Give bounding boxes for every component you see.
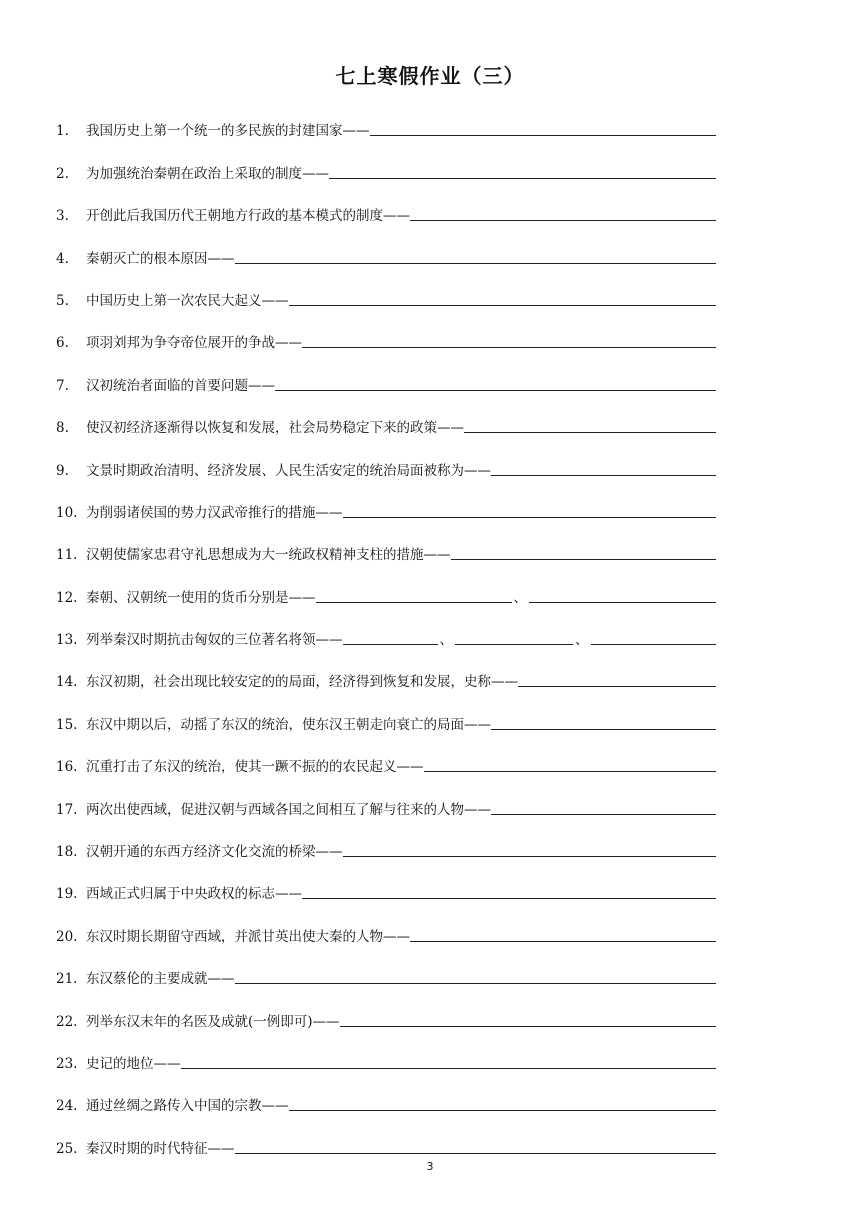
answer-blank-2[interactable]	[455, 644, 573, 645]
question-text: 通过丝绸之路传入中国的宗教——	[86, 1098, 289, 1115]
question-12	[56, 576, 716, 618]
question-text: 项羽刘邦为争夺帝位展开的争战——	[86, 335, 302, 352]
question-number: 13.	[56, 632, 78, 649]
question-8	[56, 407, 716, 449]
question-13	[56, 619, 716, 661]
question-text: 为削弱诸侯国的势力汉武帝推行的措施——	[86, 504, 343, 521]
question-15	[56, 703, 716, 745]
question-text: 东汉蔡伦的主要成就——	[86, 971, 235, 988]
question-9	[56, 449, 716, 491]
question-number: 17.	[56, 801, 78, 818]
answer-blank[interactable]	[302, 347, 716, 348]
question-16	[56, 746, 716, 788]
answer-separator: 、	[439, 632, 453, 649]
question-7	[56, 364, 716, 406]
question-number: 8.	[56, 420, 69, 437]
question-text: 文景时期政治清明、经济发展、人民生活安定的统治局面被称为——	[86, 462, 491, 479]
question-number: 20.	[56, 928, 78, 945]
question-text: 开创此后我国历代王朝地方行政的基本模式的制度——	[86, 208, 410, 225]
question-number: 25.	[56, 1140, 78, 1157]
question-number: 18.	[56, 844, 78, 861]
answer-blank-1[interactable]	[343, 644, 438, 645]
page-number: 3	[426, 1160, 434, 1173]
question-text: 史记的地位——	[86, 1055, 181, 1072]
question-text: 汉初统治者面临的首要问题——	[86, 377, 275, 394]
question-22	[56, 1000, 716, 1042]
question-18	[56, 831, 716, 873]
question-number: 12.	[56, 589, 78, 606]
answer-blank-2[interactable]	[529, 602, 716, 603]
question-number: 23.	[56, 1055, 78, 1072]
question-11	[56, 534, 716, 576]
question-17	[56, 788, 716, 830]
question-24	[56, 1085, 716, 1127]
question-text: 中国历史上第一次农民大起义——	[86, 292, 289, 309]
answer-blank[interactable]	[451, 559, 717, 560]
answer-blank[interactable]	[370, 135, 717, 136]
question-number: 15.	[56, 716, 78, 733]
answer-blank[interactable]	[410, 220, 716, 221]
question-6	[56, 322, 716, 364]
question-number: 22.	[56, 1013, 78, 1030]
question-text: 秦朝灭亡的根本原因——	[86, 250, 235, 267]
question-list	[56, 110, 716, 1170]
answer-blank[interactable]	[491, 475, 716, 476]
question-number: 21.	[56, 971, 78, 988]
question-3	[56, 195, 716, 237]
answer-separator: 、	[575, 632, 589, 649]
answer-blank[interactable]	[518, 686, 716, 687]
answer-blank[interactable]	[410, 941, 716, 942]
answer-blank[interactable]	[181, 1068, 717, 1069]
question-number: 24.	[56, 1098, 78, 1115]
question-number: 2.	[56, 165, 69, 182]
question-text: 秦汉时期的时代特征——	[86, 1140, 235, 1157]
answer-blank[interactable]	[343, 517, 717, 518]
question-number: 3.	[56, 208, 69, 225]
question-number: 9.	[56, 462, 69, 479]
question-number: 5.	[56, 292, 69, 309]
question-number: 19.	[56, 886, 78, 903]
question-20	[56, 915, 716, 957]
answer-blank[interactable]	[464, 432, 716, 433]
question-5	[56, 280, 716, 322]
answer-separator: 、	[513, 589, 527, 606]
question-text: 东汉中期以后，动摇了东汉的统治，使东汉王朝走向衰亡的局面——	[86, 716, 491, 733]
question-number: 6.	[56, 335, 69, 352]
question-number: 7.	[56, 377, 69, 394]
question-text: 东汉时期长期留守西域，并派甘英出使大秦的人物——	[86, 928, 410, 945]
question-text: 使汉初经济逐渐得以恢复和发展，社会局势稳定下来的政策——	[86, 420, 464, 437]
question-23	[56, 1043, 716, 1085]
answer-blank[interactable]	[343, 856, 717, 857]
question-4	[56, 237, 716, 279]
question-number: 10.	[56, 504, 78, 521]
answer-blank[interactable]	[491, 729, 716, 730]
question-number: 16.	[56, 759, 78, 776]
question-text: 西域正式归属于中央政权的标志——	[86, 886, 302, 903]
question-text: 我国历史上第一个统一的多民族的封建国家——	[86, 123, 370, 140]
question-number: 1.	[56, 123, 69, 140]
question-number: 4.	[56, 250, 69, 267]
question-2	[56, 152, 716, 194]
answer-blank[interactable]	[289, 1110, 717, 1111]
answer-blank[interactable]	[329, 178, 716, 179]
question-text: 列举秦汉时期抗击匈奴的三位著名将领——	[86, 632, 343, 649]
answer-blank[interactable]	[289, 305, 717, 306]
question-14	[56, 661, 716, 703]
question-number: 14.	[56, 674, 78, 691]
question-text: 秦朝、汉朝统一使用的货币分别是——	[86, 589, 316, 606]
question-1	[56, 110, 716, 152]
question-text: 沉重打击了东汉的统治，使其一蹶不振的的农民起义——	[86, 759, 424, 776]
answer-blank[interactable]	[302, 898, 716, 899]
page-title: 七上寒假作业（三）	[335, 64, 525, 88]
question-21	[56, 958, 716, 1000]
question-10	[56, 492, 716, 534]
question-text: 两次出使西域，促进汉朝与西域各国之间相互了解与往来的人物——	[86, 801, 491, 818]
answer-blank[interactable]	[235, 983, 717, 984]
question-text: 列举东汉末年的名医及成就(一例即可)——	[86, 1013, 340, 1030]
answer-blank[interactable]	[235, 263, 717, 264]
question-number: 11.	[56, 547, 78, 564]
question-text: 东汉初期，社会出现比较安定的的局面，经济得到恢复和发展，史称——	[86, 674, 518, 691]
question-text: 为加强统治秦朝在政治上采取的制度——	[86, 165, 329, 182]
answer-blank-3[interactable]	[591, 644, 717, 645]
answer-blank[interactable]	[340, 1026, 716, 1027]
answer-blank-1[interactable]	[316, 602, 512, 603]
question-19	[56, 873, 716, 915]
answer-blank[interactable]	[275, 390, 716, 391]
answer-blank[interactable]	[424, 771, 717, 772]
question-text: 汉朝使儒家忠君守礼思想成为大一统政权精神支柱的措施——	[86, 547, 451, 564]
answer-blank[interactable]	[235, 1153, 717, 1154]
answer-blank[interactable]	[491, 814, 716, 815]
question-text: 汉朝开通的东西方经济文化交流的桥梁——	[86, 844, 343, 861]
